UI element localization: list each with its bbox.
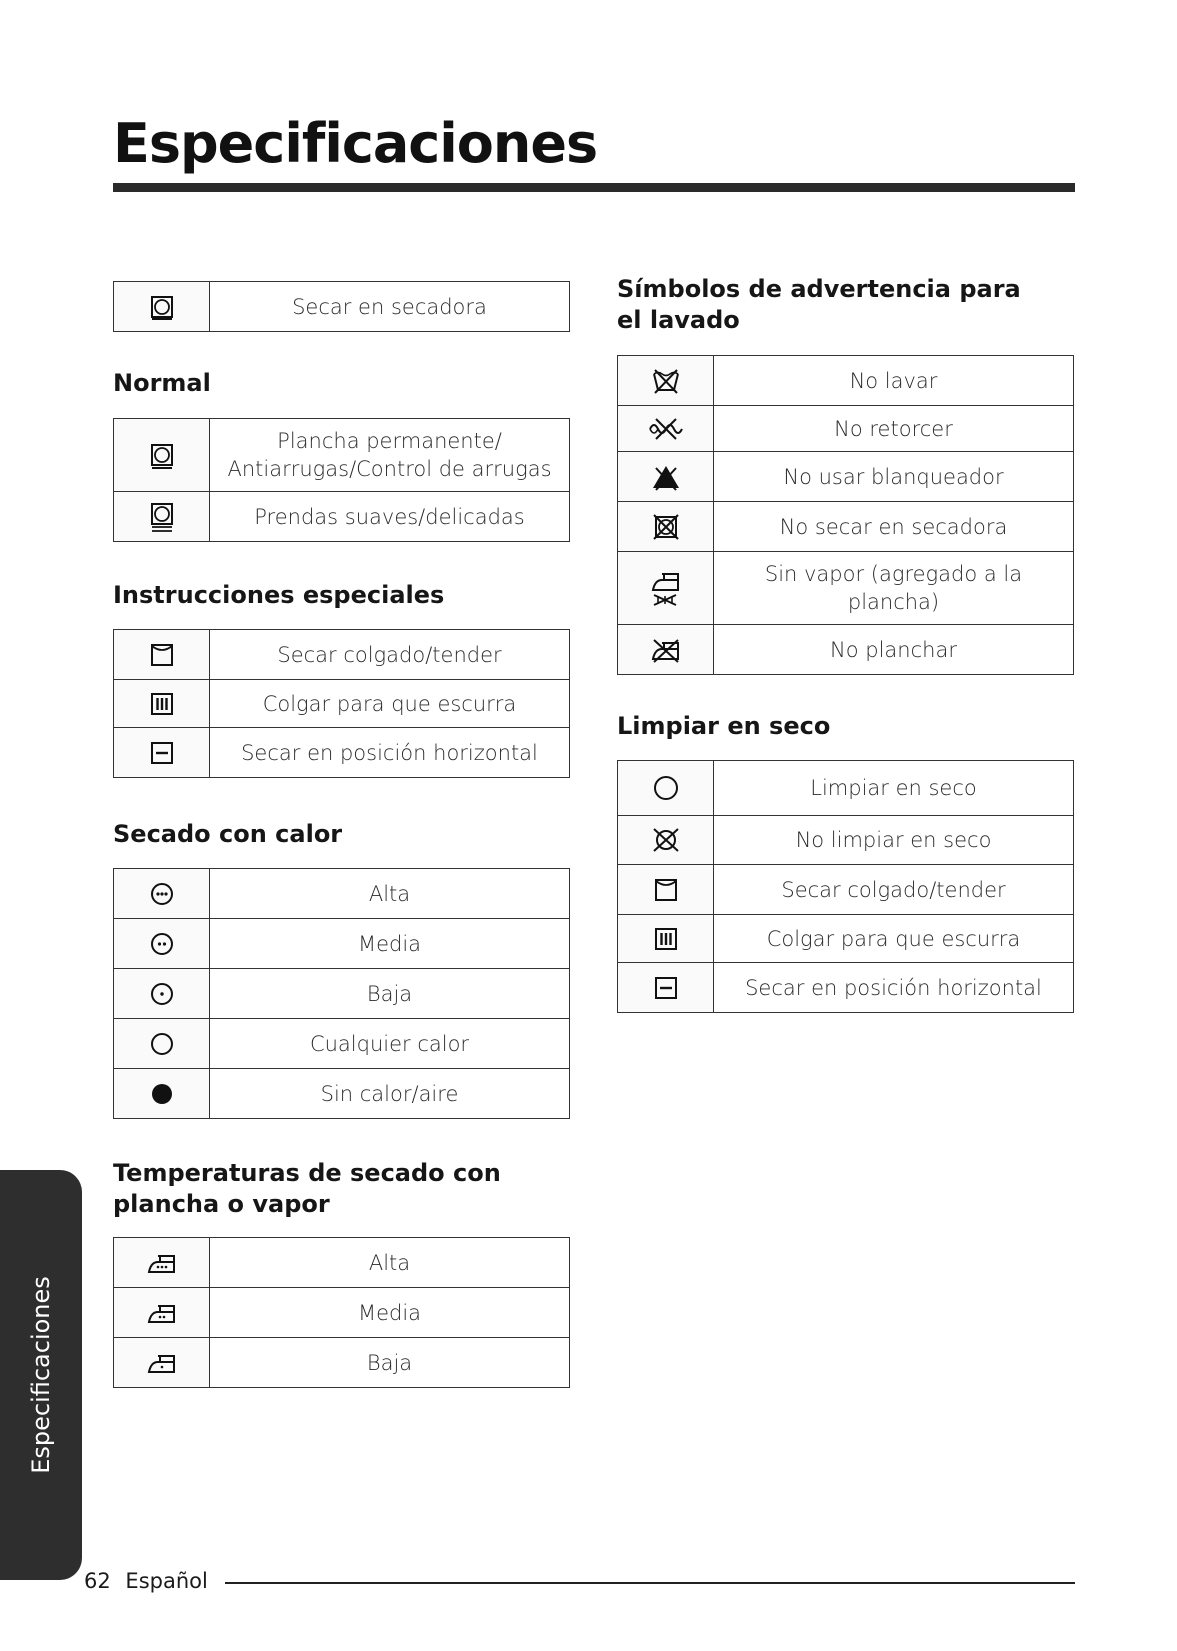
table-label: Limpiar en seco [714,761,1074,816]
dry-flat-icon [618,963,714,1013]
table-row [618,625,1074,675]
dryer-table [113,281,570,332]
title-rule [113,183,1075,192]
section-heading-heat: Secado con calor [113,820,343,848]
section-heading-special: Instrucciones especiales [113,581,445,609]
table-row [114,969,570,1019]
special-table [113,629,570,778]
table-row [618,406,1074,452]
dry-clean-icon [618,761,714,816]
table-label: Colgar para que escurra [210,680,570,728]
normal-table [113,418,570,542]
table-label: Baja [210,1338,570,1388]
table-row [114,492,570,542]
table-row [618,356,1074,406]
table-label: Secar en secadora [210,282,570,332]
table-label: Media [210,919,570,969]
table-label: Cualquier calor [210,1019,570,1069]
table-label: Media [210,1288,570,1338]
do-not-tumble-dry-icon [618,502,714,552]
table-label: Baja [210,969,570,1019]
table-row [114,680,570,728]
table-row [114,1069,570,1119]
table-label: Alta [210,869,570,919]
table-row [114,1338,570,1388]
page-footer [84,1569,216,1593]
table-row [114,869,570,919]
no-steam-icon [618,552,714,625]
table-label: Secar en posición horizontal [210,728,570,778]
warnings-table [617,355,1074,675]
table-row [618,761,1074,816]
permanent-press-icon [114,419,210,492]
table-label: No lavar [714,356,1074,406]
footer-language: Español [125,1569,208,1593]
table-row [114,630,570,680]
page-title: Especificaciones [113,112,598,175]
table-row [114,1288,570,1338]
table-row [618,816,1074,865]
table-row [618,963,1074,1013]
table-label: Prendas suaves/delicadas [210,492,570,542]
iron-low-icon [114,1338,210,1388]
table-row [618,915,1074,963]
iron-high-icon [114,1238,210,1288]
medium-heat-icon [114,919,210,969]
any-heat-icon [114,1019,210,1069]
heat-table [113,868,570,1119]
section-heading-iron: Temperaturas de secado con plancha o vapor [113,1159,501,1218]
line-dry-icon [618,865,714,915]
table-label: Secar en posición horizontal [714,963,1074,1013]
section-heading-dryclean: Limpiar en seco [617,712,831,740]
table-row [618,502,1074,552]
table-row [618,865,1074,915]
high-heat-icon [114,869,210,919]
do-not-dry-clean-icon [618,816,714,865]
table-row [114,728,570,778]
do-not-wash-icon [618,356,714,406]
drip-dry-icon [114,680,210,728]
do-not-bleach-icon [618,452,714,502]
table-row [114,419,570,492]
page-number: 62 [84,1569,111,1593]
table-row [618,452,1074,502]
table-label: Sin vapor (agregado a la plancha) [714,552,1074,625]
table-label: Secar colgado/tender [714,865,1074,915]
table-label: Alta [210,1238,570,1288]
dryclean-table [617,760,1074,1013]
tumble-dry-icon [114,282,210,332]
delicate-cycle-icon [114,492,210,542]
table-label: No secar en secadora [714,502,1074,552]
no-heat-icon [114,1069,210,1119]
table-label: No planchar [714,625,1074,675]
iron-table [113,1237,570,1388]
table-label: Sin calor/aire [210,1069,570,1119]
section-heading-warnings: Símbolos de advertencia para el lavado [617,275,1021,334]
table-row [114,1238,570,1288]
table-label: No limpiar en seco [714,816,1074,865]
table-row [114,282,570,332]
section-heading-normal: Normal [113,369,211,397]
table-label: Plancha permanente/ Antiarrugas/Control de arrugas [210,419,570,492]
drip-dry-icon [618,915,714,963]
section-side-tab [0,1170,82,1580]
table-row [114,1019,570,1069]
do-not-iron-icon [618,625,714,675]
table-row [618,552,1074,625]
iron-medium-icon [114,1288,210,1338]
table-row [114,919,570,969]
line-dry-icon [114,630,210,680]
dry-flat-icon [114,728,210,778]
table-label: Colgar para que escurra [714,915,1074,963]
low-heat-icon [114,969,210,1019]
footer-rule [225,1582,1075,1584]
do-not-wring-icon [618,406,714,452]
table-label: No retorcer [714,406,1074,452]
table-label: No usar blanqueador [714,452,1074,502]
table-label: Secar colgado/tender [210,630,570,680]
side-tab-label: Especificaciones [27,1276,55,1474]
